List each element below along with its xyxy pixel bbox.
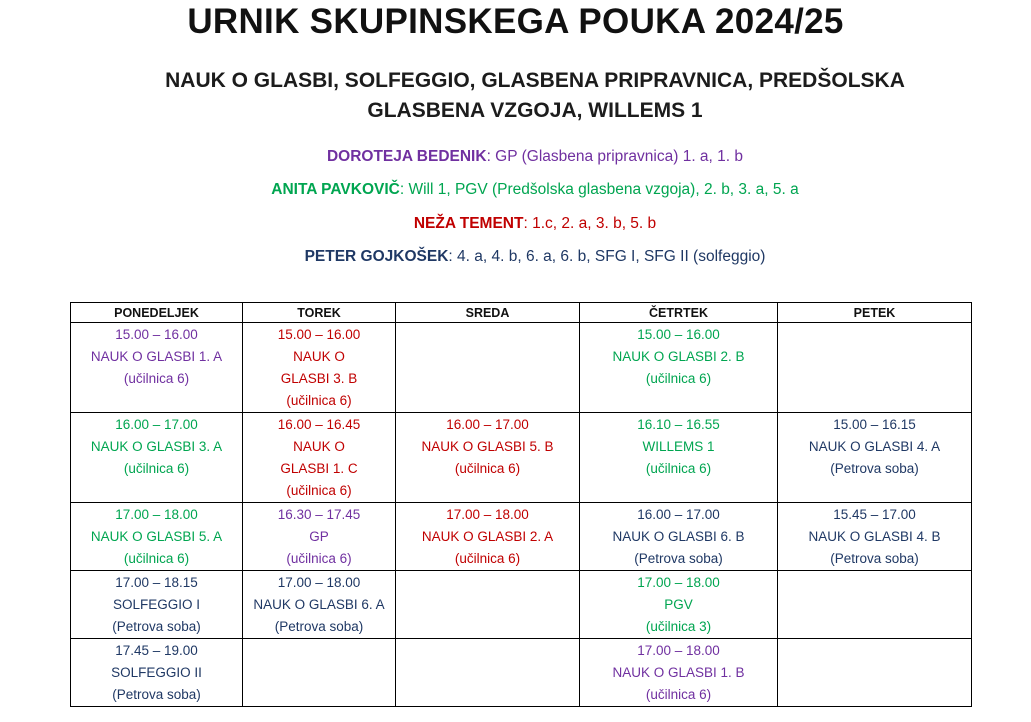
class-time: 17.00 – 18.00 <box>277 575 361 590</box>
class-name: GLASBI 1. C <box>280 461 358 476</box>
class-name: NAUK O <box>293 349 345 364</box>
class-room: (učilnica 6) <box>286 393 352 408</box>
schedule-table <box>70 302 972 707</box>
schedule-cell <box>243 639 396 707</box>
schedule-cell <box>580 323 778 413</box>
table-row <box>71 323 972 413</box>
teacher-line <box>0 148 1031 166</box>
class-time: 16.00 – 17.00 <box>637 507 720 522</box>
day-header: ČETRTEK <box>580 303 778 323</box>
class-name: SOLFEGGIO I <box>112 597 201 612</box>
table-row <box>71 571 972 639</box>
schedule-cell <box>778 503 972 571</box>
teacher-line <box>0 181 1031 199</box>
day-header: TOREK <box>243 303 396 323</box>
day-header: PETEK <box>778 303 972 323</box>
class-time: 16.30 – 17.45 <box>277 507 361 522</box>
class-name: NAUK O GLASBI 6. B <box>612 529 745 544</box>
class-name: NAUK O <box>293 439 345 454</box>
table-row <box>71 503 972 571</box>
page-subtitle <box>0 66 1031 126</box>
schedule-cell <box>71 323 243 413</box>
schedule-cell <box>778 323 972 413</box>
class-room: (učilnica 6) <box>286 483 352 498</box>
class-time: 16.00 – 17.00 <box>115 417 198 432</box>
schedule-cell <box>71 571 243 639</box>
teacher-name: NEŽA TEMENT <box>413 215 524 232</box>
class-time: 15.00 – 16.00 <box>115 327 198 342</box>
class-time: 16.00 – 17.00 <box>446 417 529 432</box>
class-time: 15.45 – 17.00 <box>833 507 916 522</box>
class-time: 17.00 – 18.00 <box>637 575 720 590</box>
teacher-name: DOROTEJA BEDENIK <box>326 148 487 165</box>
class-name: NAUK O GLASBI 5. B <box>421 439 554 454</box>
schedule-cell <box>580 571 778 639</box>
table-row <box>71 639 972 707</box>
class-room: (učilnica 6) <box>123 551 190 566</box>
class-room: (učilnica 6) <box>454 551 521 566</box>
class-room: (učilnica 6) <box>454 461 521 476</box>
class-name: GLASBI 3. B <box>280 371 358 386</box>
class-name: NAUK O GLASBI 4. A <box>808 439 941 454</box>
teacher-desc: : 1.c, 2. a, 3. b, 5. b <box>523 215 657 232</box>
class-time: 17.45 – 19.00 <box>115 643 198 658</box>
class-room: (Petrova soba) <box>112 619 201 634</box>
teacher-line <box>0 215 1031 233</box>
page-title: URNIK SKUPINSKEGA POUKA 2024/25 <box>187 2 844 41</box>
schedule-cell <box>71 503 243 571</box>
class-name: GP <box>309 529 329 544</box>
teacher-name: PETER GOJKOŠEK <box>304 248 449 265</box>
class-name: WILLEMS 1 <box>642 439 715 454</box>
schedule-cell <box>778 639 972 707</box>
header-row <box>71 303 972 323</box>
class-time: 15.00 – 16.00 <box>637 327 720 342</box>
schedule-cell <box>243 323 396 413</box>
schedule-cell <box>71 413 243 503</box>
class-name: NAUK O GLASBI 3. A <box>90 439 223 454</box>
class-room: (učilnica 6) <box>123 461 190 476</box>
class-room: (učilnica 6) <box>286 551 352 566</box>
subtitle-line-1: NAUK O GLASBI, SOLFEGGIO, GLASBENA PRIPRAVNICA, PREDŠOLSKA <box>165 69 905 92</box>
schedule-cell <box>580 413 778 503</box>
schedule-cell <box>396 639 580 707</box>
class-room: (Petrova soba) <box>112 687 201 702</box>
class-time: 16.10 – 16.55 <box>637 417 720 432</box>
class-room: (učilnica 3) <box>645 619 712 634</box>
class-room: (učilnica 6) <box>645 687 712 702</box>
teacher-desc: : Will 1, PGV (Predšolska glasbena vzgoja), 2. b, 3. a, 5. a <box>399 181 799 198</box>
day-header: SREDA <box>396 303 580 323</box>
schedule-cell <box>778 413 972 503</box>
class-room: (Petrova soba) <box>634 551 723 566</box>
table-row <box>71 413 972 503</box>
class-name: NAUK O GLASBI 1. B <box>612 665 745 680</box>
schedule-cell <box>396 503 580 571</box>
class-name: NAUK O GLASBI 4. B <box>808 529 941 544</box>
class-name: NAUK O GLASBI 6. A <box>253 597 385 612</box>
teacher-name: ANITA PAVKOVIČ <box>271 181 400 198</box>
teacher-line <box>0 248 1031 266</box>
schedule-cell <box>243 571 396 639</box>
schedule-cell <box>396 323 580 413</box>
schedule-cell <box>243 503 396 571</box>
class-name: SOLFEGGIO II <box>111 665 202 680</box>
subtitle-line-2: GLASBENA VZGOJA, WILLEMS 1 <box>367 99 703 122</box>
class-time: 17.00 – 18.00 <box>637 643 720 658</box>
class-time: 16.00 – 16.45 <box>277 417 361 432</box>
teacher-desc: : 4. a, 4. b, 6. a, 6. b, SFG I, SFG II (solfeggio) <box>448 248 766 265</box>
schedule-cell <box>580 503 778 571</box>
day-header: PONEDELJEK <box>71 303 243 323</box>
schedule-cell <box>778 571 972 639</box>
class-time: 15.00 – 16.15 <box>833 417 916 432</box>
schedule-cell <box>580 639 778 707</box>
class-room: (Petrova soba) <box>274 619 364 634</box>
class-name: PGV <box>664 597 693 612</box>
schedule-cell <box>396 571 580 639</box>
schedule-cell <box>396 413 580 503</box>
class-room: (učilnica 6) <box>645 371 712 386</box>
class-name: NAUK O GLASBI 5. A <box>90 529 223 544</box>
class-name: NAUK O GLASBI 2. A <box>421 529 554 544</box>
schedule-cell <box>243 413 396 503</box>
class-room: (učilnica 6) <box>645 461 712 476</box>
class-time: 17.00 – 18.00 <box>115 507 198 522</box>
class-room: (Petrova soba) <box>830 551 919 566</box>
class-time: 15.00 – 16.00 <box>277 327 361 342</box>
class-room: (učilnica 6) <box>123 371 190 386</box>
teacher-desc: : GP (Glasbena pripravnica) 1. a, 1. b <box>486 148 744 165</box>
class-time: 17.00 – 18.15 <box>115 575 198 590</box>
class-name: NAUK O GLASBI 1. A <box>90 349 223 364</box>
schedule-cell <box>71 639 243 707</box>
class-time: 17.00 – 18.00 <box>446 507 529 522</box>
class-name: NAUK O GLASBI 2. B <box>612 349 745 364</box>
class-room: (Petrova soba) <box>830 461 919 476</box>
